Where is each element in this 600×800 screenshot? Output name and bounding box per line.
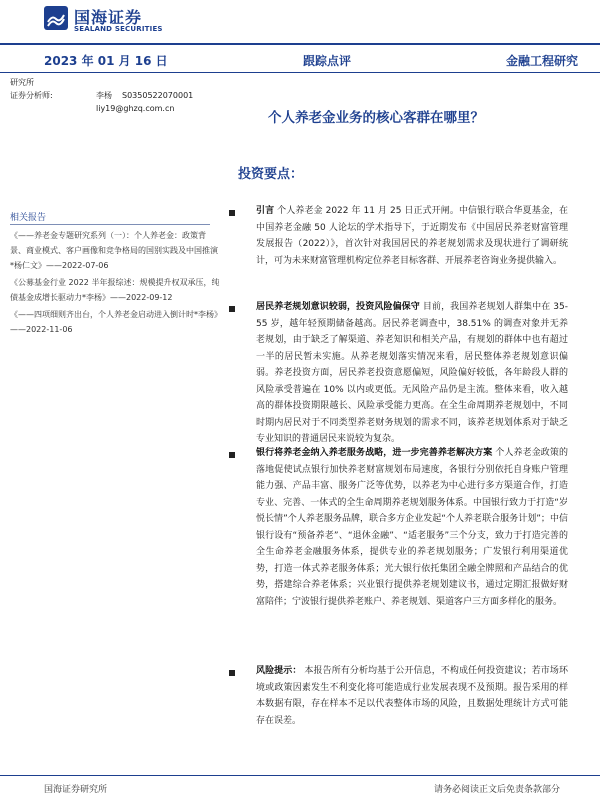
paragraph-lead: 银行将养老金纳入养老服务战略，进一步完善养老解决方案 [256, 448, 493, 458]
logo-cn-text: 国海证券 [74, 8, 143, 27]
footer-institute: 国海证券研究所 [44, 785, 108, 795]
analyst-email[interactable]: liy19@ghzq.com.cn [96, 104, 175, 113]
footer-disclaimer: 请务必阅读正文后免责条款部分 [433, 785, 560, 795]
page-title: 个人养老金业务的核心客群在哪里？ [268, 110, 484, 126]
paragraph-banks [256, 445, 568, 610]
header-top-rule [0, 43, 600, 45]
header-bottom-rule [0, 72, 600, 73]
header-bar [0, 46, 600, 72]
bullet-icon [229, 452, 235, 458]
related-reports-list [10, 228, 220, 339]
paragraph-intro [256, 203, 568, 269]
analyst-cert: S0350522070001 [122, 91, 194, 100]
report-date: 2023 年 01 月 16 日 [44, 54, 168, 68]
paragraph-risk [256, 663, 568, 729]
related-reports-heading: 相关报告 [10, 213, 47, 223]
paragraph-lead: 风险提示： [256, 666, 302, 676]
paragraph-text: 目前，我国养老规划人群集中在 35-55 岁，越年轻预期储备越高。居民养老调查中，38.51% 的调查对象并无养老规划，由于缺乏了解渠道、养老知识和相关产品，有规划的群体中也有超过一半的居民暂未实施。从养老规划落实情况来看，居民整体养老规划意识偏弱。养老投资方面，居民养老投资意愿偏短，风险偏好较低，各年龄段人群的风险承受普遍在 10% 以内或更低。无风险产品仍是主流。整体来看，收入越高的群体投资期限越长、风险承受能力更高。在全生命周期养老规划中，不同时期内居民对于不同类型养老财务规划的需求不同，该养老规划体系对于缺乏专业知识的普通居民来说较为复杂。 [256, 302, 568, 444]
paragraph-lead: 居民养老规划意识较弱，投资风险偏保守 [256, 302, 420, 312]
sealand-logo-icon [44, 6, 68, 30]
paragraph-text: 个人养老金政策的落地促使试点银行加快养老财富规划布局速度，各银行分别依托自身账户管理能力强、产品丰富、服务广泛等优势，以养老为中心进行多方渠道合作，打造专业、完善、一体式的全生命周期养老规划服务体系。中国银行致力于打造“岁悦长情”个人养老服务品牌，联合多方企业发起“个人养老联合服务计划”；中信银行设有“预备养老”、“退休金融”、“适老服务”三个分支，致力于打造完善的全生命养老金融服务体系，提供专业的养老规划服务；广发银行利用渠道优势，打造一体式养老服务体系；光大银行依托集团全融全牌照和产品结合的优势，搭建综合养老体系；兴业银行提供养老规划建议书，通过定期汇报做好财富陪伴；宁波银行提供养老账户、养老规划、渠道客户三方面多样化的服务。 [256, 448, 568, 607]
bullet-icon [229, 210, 235, 216]
institute: 研究所 [10, 78, 34, 87]
bullet-icon [229, 670, 235, 676]
related-report-item[interactable]: 《——养老金专题研究系列（一）：个人养老金：政策背景、商业模式、客户画像和竞争格局的国别实践及中国推演*杨仁文》——2022-07-06 [10, 231, 218, 270]
related-reports-rule [10, 224, 210, 225]
footer-rule [0, 775, 600, 776]
report-category: 金融工程研究 [505, 54, 578, 68]
paragraph-text: 本报告所有分析均基于公开信息，不构成任何投资建议；若市场环境或政策因素发生不利变化将可能造成行业发展表现不及预期。报告采用的样本数据有限，存在样本不足以代表整体市场的风险，且数据处理统计方式可能存在误差。 [256, 666, 568, 726]
summary-heading: 投资要点： [238, 167, 304, 182]
related-report-item[interactable]: 《——四项细则齐出台，个人养老金启动进入倒计时*李杨》——2022-11-06 [10, 310, 218, 334]
paragraph-awareness [256, 299, 568, 448]
paragraph-lead: 引言 [256, 206, 275, 216]
paragraph-text: 个人养老金 2022 年 11 月 25 日正式开闸。中信银行联合华夏基金，在中国养老金融 50 人论坛的学术指导下，于近期发布《中国居民养老财富管理发展报告（2022）》，首次针对我国居民的养老规划需求及现状进行了调研统计，可为未来财富管理机构定位养老目标客群、开展养老咨询业务提供输入。 [256, 206, 568, 266]
logo-en-text: SEALAND SECURITIES [74, 25, 163, 33]
company-logo [44, 4, 174, 34]
bullet-icon [229, 306, 235, 312]
analyst-role: 证券分析师: [10, 91, 53, 100]
analyst-name: 李杨 [96, 91, 112, 100]
related-report-item[interactable]: 《公募基金行业 2022 半年报综述：规模提升权双承压，纯债基金成增长驱动力*李杨》——2022-09-12 [10, 278, 220, 302]
report-type: 跟踪点评 [303, 54, 352, 68]
